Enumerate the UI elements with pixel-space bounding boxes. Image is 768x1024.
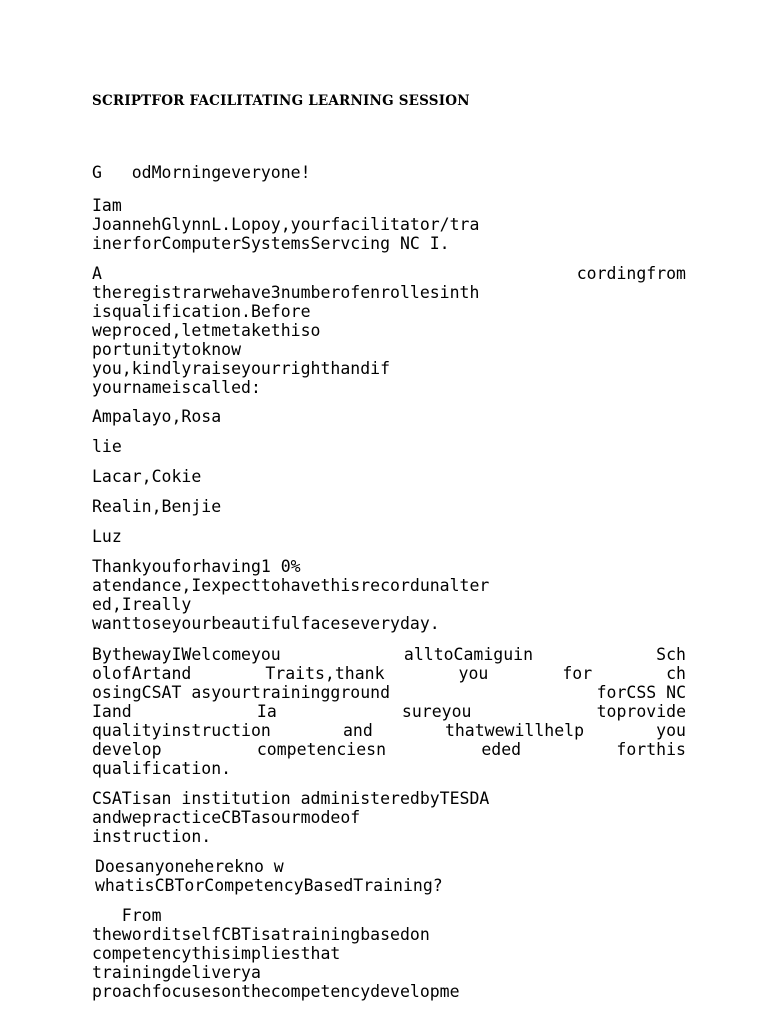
name-item: Realin,Benjie	[92, 497, 222, 516]
name-item: Luz	[92, 527, 122, 546]
welcome-line-4	[92, 702, 686, 721]
welcome-word: Traits,thank	[265, 664, 385, 683]
name-item: Lacar,Cokie	[92, 467, 202, 486]
document-title: SCRIPTFOR FACILITATING LEARNING SESSION	[92, 93, 470, 109]
registrar-line-3: isqualification.Before	[92, 302, 311, 321]
welcome-word: competenciesn	[256, 740, 387, 759]
question-line-2: whatisCBTorCompetencyBasedTraining?	[95, 876, 443, 895]
thanks-line-1: Thankyouforhaving1 0%	[92, 557, 301, 576]
welcome-word: Sch	[656, 645, 686, 664]
answer-line-1: From	[92, 906, 162, 925]
welcome-word: you	[656, 721, 686, 740]
answer-line-2: theworditselfCBTisatrainingbasedon	[92, 925, 430, 944]
welcome-line-2	[92, 664, 686, 683]
name-item: lie	[92, 437, 122, 456]
csat-paragraph	[92, 789, 489, 846]
welcome-word: forCSS NC	[596, 683, 686, 702]
csat-line-2: andwepracticeCBTasourmodeof	[92, 808, 361, 827]
question-paragraph	[95, 857, 443, 895]
intro-line-1: Iam	[92, 196, 122, 215]
welcome-paragraph	[92, 645, 686, 778]
intro-line-3: inerforComputerSystemsServcing NC I.	[92, 234, 450, 253]
welcome-word: Iand	[92, 702, 132, 721]
welcome-word: olofArtand	[92, 664, 192, 683]
welcome-word: qualityinstruction	[92, 721, 271, 740]
registrar-line-1	[92, 264, 686, 283]
csat-line-3: instruction.	[92, 827, 212, 846]
registrar-paragraph	[92, 264, 686, 397]
question-line-1: Doesanyoneherekno w	[95, 857, 284, 876]
welcome-line-7: qualification.	[92, 759, 232, 778]
welcome-word: thatwewillhelp	[444, 721, 585, 740]
welcome-word: BythewayIWelcomeyou	[92, 645, 281, 664]
welcome-word: eded	[481, 740, 522, 759]
welcome-word: toprovide	[596, 702, 686, 721]
welcome-line-3	[92, 683, 686, 702]
welcome-line-6	[92, 740, 686, 759]
answer-paragraph	[92, 906, 460, 1001]
name-item: Ampalayo,Rosa	[92, 407, 222, 426]
thanks-line-2: atendance,Iexpecttohavethisrecordunalter	[92, 576, 490, 595]
intro-paragraph	[92, 196, 479, 253]
welcome-word: you	[458, 664, 489, 683]
welcome-word: osingCSAT asyourtrainingground	[92, 683, 391, 702]
registrar-line-1-right: cordingfrom	[576, 264, 686, 283]
welcome-word: ch	[666, 664, 686, 683]
welcome-word: forthis	[616, 740, 686, 759]
registrar-line-7: yournameiscalled:	[92, 378, 261, 397]
welcome-word: sureyou	[401, 702, 472, 721]
registrar-line-2: theregistrarwehave3numberofenrollesinth	[92, 283, 480, 302]
registrar-line-1-left: A	[92, 264, 102, 283]
welcome-line-5	[92, 721, 686, 740]
thanks-line-4: wanttoseyourbeautifulfaceseveryday.	[92, 614, 440, 633]
welcome-word: and	[342, 721, 373, 740]
registrar-line-4: weproced,letmetakethiso	[92, 321, 321, 340]
welcome-word: alltoCamiguin	[403, 645, 534, 664]
thanks-line-3: ed,Ireally	[92, 595, 192, 614]
csat-line-1: CSATisan institution administeredbyTESDA	[92, 789, 490, 808]
thanks-paragraph	[92, 557, 489, 633]
welcome-word: develop	[92, 740, 162, 759]
welcome-line-1	[92, 645, 686, 664]
greeting-paragraph	[92, 163, 311, 182]
welcome-word: for	[562, 664, 593, 683]
registrar-line-6: you,kindlyraiseyourrighthandif	[92, 359, 391, 378]
registrar-line-5: portunitytoknow	[92, 340, 242, 359]
welcome-word: Ia	[256, 702, 277, 721]
answer-line-5: proachfocusesonthecompetencydevelopme	[92, 982, 460, 1001]
intro-line-2: JoannehGlynnL.Lopoy,yourfacilitator/tra	[92, 215, 480, 234]
answer-line-3: competencythisimpliesthat	[92, 944, 341, 963]
greeting-line: G odMorningeveryone!	[92, 163, 311, 182]
answer-line-4: trainingdeliverya	[92, 963, 261, 982]
